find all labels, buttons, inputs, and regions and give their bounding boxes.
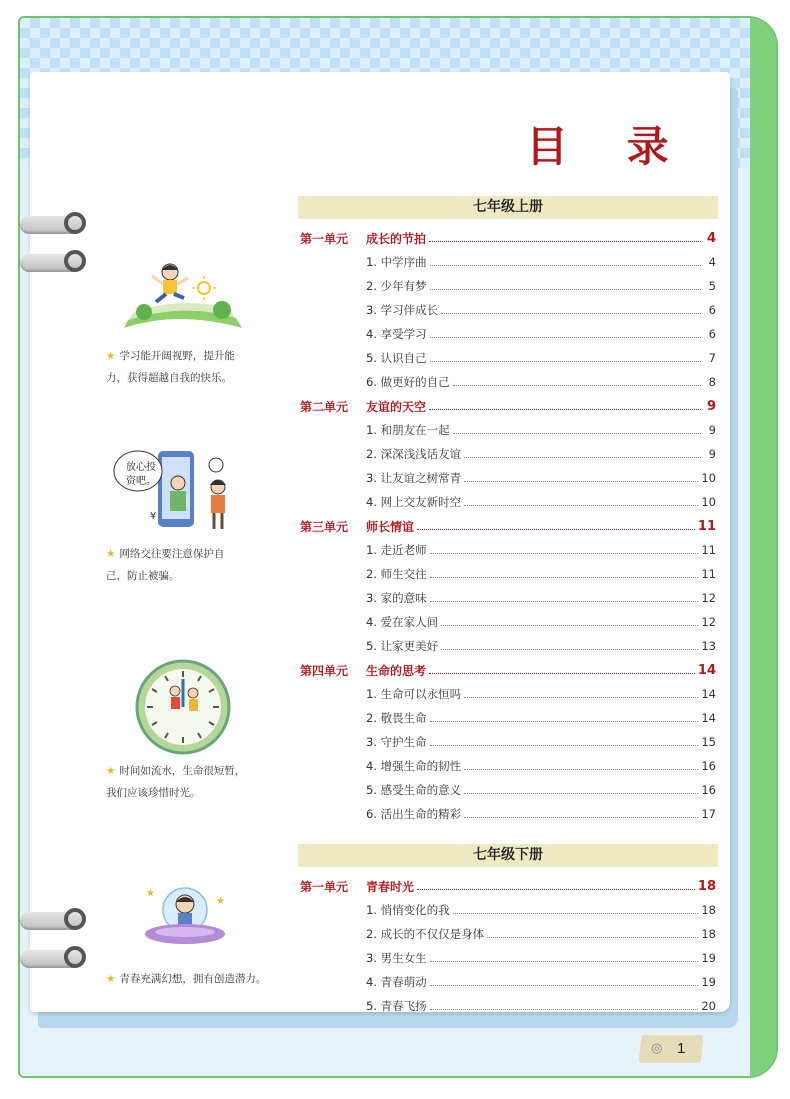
unit-page: 14 [697,662,716,678]
lesson-page: 19 [701,951,716,965]
clock-illustration [133,657,233,757]
dot-leader [430,361,701,362]
lesson-title: 5. 青春飞扬 [366,999,427,1013]
dot-leader [487,937,698,938]
lesson-page: 8 [708,375,716,389]
toc-lesson-row[interactable] [300,252,716,272]
toc-lesson-row[interactable] [300,804,716,824]
dot-leader [464,481,698,482]
lesson-page: 6 [708,327,716,341]
lesson-title: 3. 家的意味 [366,591,427,605]
unit-title: 师长情谊 [366,519,415,534]
lesson-page: 6 [708,303,716,317]
lesson-title: 4. 享受学习 [366,327,427,341]
toc-lesson-row[interactable] [300,612,716,632]
toc-lesson-row[interactable] [300,996,716,1016]
toc-unit-row[interactable] [300,876,716,896]
unit-number: 第三单元 [300,519,349,534]
caption-online-safety: ★ 网络交往要注意保护自 己，防止被骗。 [106,548,225,582]
lesson-page: 11 [701,567,716,581]
lesson-title: 1. 生命可以永恒吗 [366,687,462,701]
toc-unit-row[interactable] [300,516,716,536]
dot-leader [464,793,698,794]
dot-leader [429,241,701,242]
dot-leader [430,745,699,746]
speech-bubble-line1: 放心投 [126,462,156,473]
jumping-boy-illustration [118,258,248,336]
lesson-page: 13 [701,639,716,653]
lesson-page: 20 [701,999,716,1013]
dot-leader [430,289,701,290]
lesson-title: 2. 师生交往 [366,567,427,581]
toc-lesson-row[interactable] [300,420,716,440]
toc-lesson-row[interactable] [300,444,716,464]
lesson-page: 14 [701,687,716,701]
lesson-page: 9 [708,423,716,437]
dot-leader [464,505,698,506]
dot-leader [441,625,698,626]
toc-lesson-row[interactable] [300,492,716,512]
toc-lesson-row[interactable] [300,924,716,944]
unit-number: 第四单元 [300,663,349,678]
binder-ring [20,216,84,234]
lesson-title: 1. 和朋友在一起 [366,423,450,437]
dot-leader [464,817,698,818]
lesson-page: 14 [701,711,716,725]
lesson-title: 6. 活出生命的精彩 [366,807,462,821]
speech-bubble-line2: 资吧。 [126,476,156,487]
caption-youth: ★ 青春充满幻想，拥有创造潜力。 [106,973,267,985]
caption-learning: ★ 学习能开阔视野，提升能 力，获得超越自我的快乐。 [106,350,235,384]
lesson-title: 4. 网上交友新时空 [366,495,462,509]
unit-title: 青春时光 [366,879,415,894]
lesson-title: 4. 青春萌动 [366,975,427,989]
toc-lesson-row[interactable] [300,372,716,392]
dot-leader [430,265,701,266]
dot-leader [430,961,699,962]
unit-page: 11 [697,518,716,534]
lesson-page: 16 [701,759,716,773]
lesson-page: 19 [701,975,716,989]
dot-leader [430,1009,699,1010]
online-scam-illustration [112,445,242,537]
lesson-page: 11 [701,543,716,557]
toc-lesson-row[interactable] [300,276,716,296]
dot-leader [430,601,699,602]
lesson-page: 9 [708,447,716,461]
toc-lesson-row[interactable] [300,588,716,608]
toc-unit-row[interactable] [300,228,716,248]
caption-time: ★ 时间如流水，生命很短暂， 我们应该珍惜时光。 [106,765,246,799]
dot-leader [417,889,695,890]
toc-lesson-row[interactable] [300,468,716,488]
lesson-title: 2. 深深浅浅话友谊 [366,447,462,461]
lesson-title: 3. 学习伴成长 [366,303,439,317]
lesson-title: 5. 认识自己 [366,351,427,365]
toc-lesson-row[interactable] [300,900,716,920]
unit-number: 第二单元 [300,399,349,414]
toc-lesson-row[interactable] [300,708,716,728]
unit-page: 9 [706,398,716,414]
toc-lesson-row[interactable] [300,948,716,968]
toc-lesson-row[interactable] [300,780,716,800]
toc-lesson-row[interactable] [300,684,716,704]
lesson-title: 4. 爱在家人间 [366,615,439,629]
unit-title: 成长的节拍 [366,231,427,246]
toc-lesson-row[interactable] [300,348,716,368]
lesson-title: 3. 守护生命 [366,735,427,749]
dot-leader [453,385,701,386]
unit-page: 4 [706,230,716,246]
dot-leader [464,769,698,770]
grade-header: 七年级下册 [298,844,718,867]
grade-header: 七年级上册 [298,196,718,219]
star-icon: ★ [106,973,116,985]
dot-leader [430,337,701,338]
star-icon: ★ [106,350,116,362]
lesson-page: 7 [708,351,716,365]
unit-number: 第一单元 [300,879,349,894]
toc-lesson-row[interactable] [300,636,716,656]
lesson-page: 18 [701,903,716,917]
lesson-page: 12 [701,591,716,605]
toc-lesson-row[interactable] [300,564,716,584]
lesson-title: 5. 感受生命的意义 [366,783,462,797]
dot-leader [430,553,699,554]
lesson-title: 4. 增强生命的韧性 [366,759,462,773]
ufo-boy-illustration [140,882,230,952]
dot-leader [441,313,701,314]
lesson-page: 12 [701,615,716,629]
binder-ring [20,950,84,968]
dot-leader [441,649,698,650]
lesson-title: 6. 做更好的自己 [366,375,450,389]
lesson-title: 3. 男生女生 [366,951,427,965]
lesson-page: 10 [701,471,716,485]
unit-page: 18 [697,878,716,894]
lesson-title: 2. 少年有梦 [366,279,427,293]
dot-leader [429,673,695,674]
binder-ring [20,254,84,272]
lesson-title: 3. 让友谊之树常青 [366,471,462,485]
page-number: 1 [677,1040,686,1057]
page-number-tab [639,1035,704,1063]
green-edge [750,18,776,1076]
toc-lesson-row[interactable] [300,732,716,752]
dot-leader [453,433,701,434]
lesson-page: 10 [701,495,716,509]
lesson-title: 5. 让家更美好 [366,639,439,653]
toc-lesson-row[interactable] [300,972,716,992]
currency-symbol: ¥ [150,511,157,522]
toc-lesson-row[interactable] [300,300,716,320]
dot-leader [464,457,701,458]
lesson-title: 2. 成长的不仅仅是身体 [366,927,485,941]
unit-title: 友谊的天空 [366,399,427,414]
lesson-page: 4 [708,255,716,269]
dot-leader [453,913,699,914]
binder-ring [20,912,84,930]
toc-unit-row[interactable] [300,660,716,680]
dot-leader [464,697,698,698]
unit-title: 生命的思考 [366,663,427,678]
dot-leader [429,409,701,410]
dot-leader [417,529,695,530]
lesson-title: 1. 走近老师 [366,543,427,557]
lesson-title: 2. 敬畏生命 [366,711,427,725]
toc-lesson-row[interactable] [300,540,716,560]
star-icon: ★ [106,765,116,777]
swirl-icon: ◎ [651,1041,663,1056]
lesson-page: 5 [708,279,716,293]
lesson-page: 16 [701,783,716,797]
star-icon: ★ [106,548,116,560]
toc-lesson-row[interactable] [300,756,716,776]
toc-unit-row[interactable] [300,396,716,416]
unit-number: 第一单元 [300,231,349,246]
lesson-title: 1. 中学序曲 [366,255,427,269]
dot-leader [430,985,699,986]
lesson-page: 18 [701,927,716,941]
lesson-page: 17 [701,807,716,821]
svg-text:★: ★ [216,896,225,907]
lesson-page: 15 [701,735,716,749]
lesson-title: 1. 悄悄变化的我 [366,903,450,917]
toc-lesson-row[interactable] [300,324,716,344]
svg-text:★: ★ [146,888,155,899]
dot-leader [430,721,699,722]
dot-leader [430,577,699,578]
page-title: 目 录 [526,122,691,171]
